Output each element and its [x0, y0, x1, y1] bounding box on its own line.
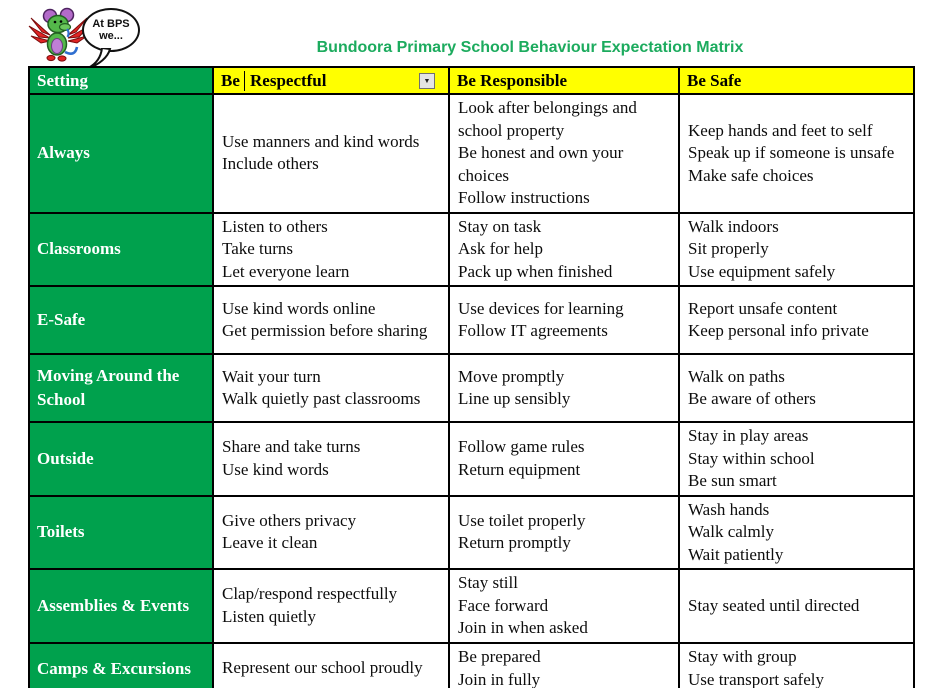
- expectation-line: Listen to others: [222, 216, 328, 236]
- expectation-line: Use devices for learning: [458, 298, 624, 318]
- expectation-line: Stay within school: [688, 448, 815, 468]
- table-body: [29, 94, 914, 688]
- expectation-line: Be aware of others: [688, 389, 816, 408]
- be-respectful-column-header: [213, 67, 449, 94]
- speech-bubble-line: we...: [99, 30, 123, 42]
- be-prefix-label: Be: [214, 71, 245, 91]
- respectful-cell: [213, 569, 449, 643]
- responsible-cell: [449, 422, 679, 496]
- mascot-tail: [65, 47, 77, 54]
- respectful-cell: [213, 286, 449, 354]
- expectation-line: Walk on paths: [688, 366, 785, 386]
- safe-cell: [679, 94, 914, 213]
- table-row: [29, 422, 914, 496]
- expectation-line: Be sun smart: [688, 471, 777, 490]
- setting-cell: Classrooms: [29, 213, 213, 287]
- expectation-line: Ask for help: [458, 239, 543, 258]
- mascot-foot: [58, 56, 66, 61]
- expectation-line: Keep personal info private: [688, 321, 869, 340]
- expectation-line: Stay in play areas: [688, 426, 809, 445]
- mascot-tongue: [67, 29, 69, 37]
- expectation-line: Pack up when finished: [458, 261, 613, 281]
- expectation-line: Return promptly: [458, 533, 571, 553]
- expectation-line: Wait your turn: [222, 366, 321, 386]
- expectation-line: Listen quietly: [222, 606, 316, 626]
- responsible-cell: [449, 213, 679, 287]
- expectation-line: Stay on task: [458, 216, 542, 236]
- expectation-line: Wash hands: [688, 499, 770, 519]
- expectation-line: Represent our school proudly: [222, 658, 423, 678]
- setting-cell: Always: [29, 94, 213, 213]
- safe-cell: [679, 643, 914, 688]
- chevron-down-icon: ▼: [423, 76, 431, 85]
- safe-cell: [679, 213, 914, 287]
- safe-cell: [679, 354, 914, 422]
- expectation-line: Share and take turns: [222, 437, 361, 457]
- respectful-cell: [213, 213, 449, 287]
- table-row: [29, 213, 914, 287]
- expectation-line: Speak up if someone is unsafe: [688, 143, 895, 162]
- expectation-line: Follow game rules: [458, 437, 585, 457]
- expectation-line: Get permission before sharing: [222, 321, 428, 340]
- responsible-cell: [449, 354, 679, 422]
- respectful-cell: [213, 94, 449, 213]
- table-row: [29, 569, 914, 643]
- setting-cell: Toilets: [29, 496, 213, 570]
- expectation-line: Report unsafe content: [688, 298, 838, 318]
- mascot-foot: [47, 55, 55, 60]
- mascot-belly: [52, 39, 63, 54]
- setting-cell: Outside: [29, 422, 213, 496]
- setting-cell: E-Safe: [29, 286, 213, 354]
- respectful-label: Respectful: [250, 70, 327, 90]
- setting-cell: Moving Around the School: [29, 354, 213, 422]
- be-safe-column-header: Be Safe: [679, 67, 914, 94]
- expectation-line: Join in when asked: [458, 618, 588, 637]
- safe-cell: [679, 286, 914, 354]
- expectation-line: Face forward: [458, 595, 549, 615]
- expectation-line: Let everyone learn: [222, 261, 350, 281]
- bps-mascot-logo: [28, 5, 90, 65]
- expectation-line: Be honest and own your choices: [458, 143, 624, 185]
- setting-cell: Assemblies & Events: [29, 569, 213, 643]
- expectation-line: Use equipment safely: [688, 261, 836, 281]
- safe-cell: [679, 422, 914, 496]
- expectation-line: Include others: [222, 154, 319, 174]
- expectation-line: Leave it clean: [222, 533, 318, 553]
- expectation-line: Walk calmly: [688, 522, 774, 541]
- filter-dropdown-button[interactable]: [419, 73, 435, 89]
- setting-cell: Camps & Excursions: [29, 643, 213, 688]
- expectation-line: Move promptly: [458, 366, 565, 386]
- expectation-line: Follow IT agreements: [458, 321, 608, 340]
- be-responsible-column-header: Be Responsible: [449, 67, 679, 94]
- expectation-line: Stay still: [458, 573, 518, 592]
- safe-cell: [679, 569, 914, 643]
- table-row: [29, 496, 914, 570]
- expectation-line: Follow instructions: [458, 188, 590, 207]
- speech-bubble: [82, 8, 140, 52]
- expectation-line: Look after belongings and school property: [458, 98, 637, 140]
- expectation-line: Keep hands and feet to self: [688, 120, 873, 140]
- expectation-line: Stay with group: [688, 647, 797, 666]
- respectful-cell: [213, 643, 449, 688]
- table-row: [29, 643, 914, 688]
- expectation-line: Line up sensibly: [458, 389, 571, 408]
- mascot-snout: [60, 24, 71, 31]
- behaviour-matrix-table: [28, 66, 915, 688]
- expectation-line: Wait patiently: [688, 544, 784, 564]
- expectation-line: Return equipment: [458, 459, 581, 479]
- expectation-line: Use manners and kind words: [222, 131, 420, 151]
- expectation-line: Use kind words: [222, 459, 329, 479]
- expectation-line: Make safe choices: [688, 165, 814, 185]
- table-row: [29, 94, 914, 213]
- responsible-cell: [449, 569, 679, 643]
- expectation-line: Give others privacy: [222, 510, 357, 530]
- respectful-cell: [213, 422, 449, 496]
- expectation-line: Walk indoors: [688, 216, 779, 236]
- responsible-cell: [449, 496, 679, 570]
- expectation-line: Take turns: [222, 239, 294, 258]
- expectation-line: Stay seated until directed: [688, 595, 860, 615]
- header-row: [29, 67, 914, 94]
- expectation-line: Sit properly: [688, 239, 769, 258]
- setting-column-header: Setting: [29, 67, 213, 94]
- speech-bubble-line: At BPS: [92, 18, 130, 30]
- responsible-cell: [449, 643, 679, 688]
- expectation-line: Join in fully: [458, 669, 541, 688]
- table-row: [29, 354, 914, 422]
- respectful-cell: [213, 496, 449, 570]
- respectful-cell: [213, 354, 449, 422]
- table-row: [29, 286, 914, 354]
- expectation-line: Walk quietly past classrooms: [222, 389, 421, 408]
- safe-cell: [679, 496, 914, 570]
- page-title: Bundoora Primary School Behaviour Expectation Matrix: [316, 39, 744, 56]
- responsible-cell: [449, 286, 679, 354]
- expectation-line: Be prepared: [458, 647, 541, 666]
- expectation-line: Use transport safely: [688, 669, 824, 688]
- expectation-line: Use kind words online: [222, 298, 376, 318]
- expectation-line: Clap/respond respectfully: [222, 584, 398, 604]
- responsible-cell: [449, 94, 679, 213]
- expectation-line: Use toilet properly: [458, 510, 586, 530]
